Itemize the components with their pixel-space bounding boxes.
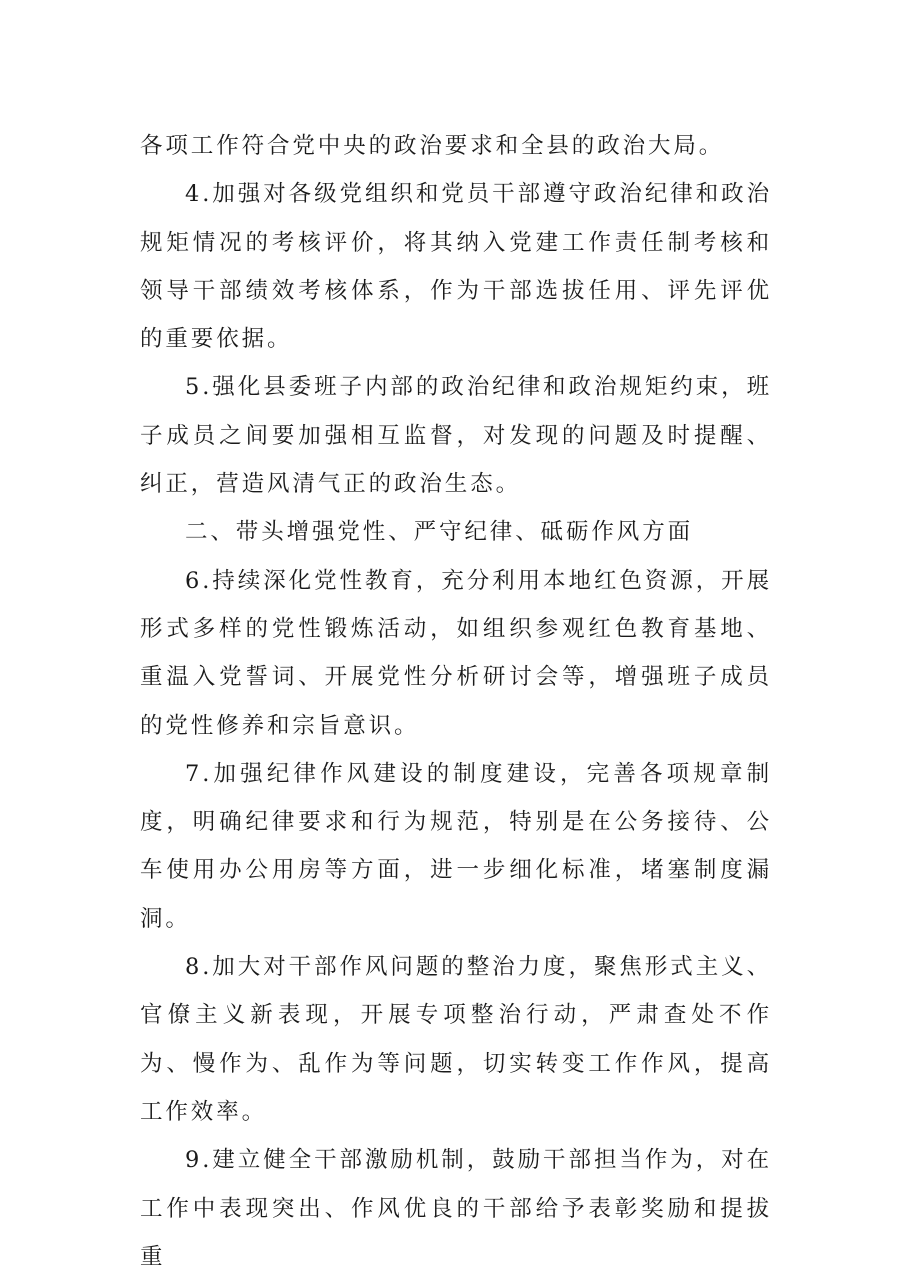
paragraph-item-7: 7.加强纪律作风建设的制度建设，完善各项规章制度，明确纪律要求和行为规范，特别是在公务接待、公车使用办公用房等方面，进一步细化标准，堵塞制度漏洞。 bbox=[140, 760, 772, 932]
paragraph-item-6: 6.持续深化党性教育，充分利用本地红色资源，开展形式多样的党性锻炼活动，如组织参观红色教育基地、重温入党誓词、开展党性分析研讨会等，增强班子成员的党性修养和宗旨意识。 bbox=[140, 567, 772, 739]
paragraph-item-4: 4.加强对各级党组织和党员干部遵守政治纪律和政治规矩情况的考核评价，将其纳入党建工作责任制考核和领导干部绩效考核体系，作为干部选拔任用、评先评优的重要依据。 bbox=[140, 181, 772, 353]
document-body bbox=[140, 122, 772, 1281]
paragraph-item-5: 5.强化县委班子内部的政治纪律和政治规矩约束，班子成员之间要加强相互监督，对发现的问题及时提醒、纠正，营造风清气正的政治生态。 bbox=[140, 374, 772, 498]
section-heading: 二、带头增强党性、严守纪律、砥砺作风方面 bbox=[185, 519, 694, 546]
paragraph-item-8: 8.加大对干部作风问题的整治力度，聚焦形式主义、官僚主义新表现，开展专项整治行动，严肃查处不作为、慢作为、乱作为等问题，切实转变工作作风，提高工作效率。 bbox=[140, 954, 772, 1125]
paragraph-item-9: 9.建立健全干部激励机制，鼓励干部担当作为，对在工作中表现突出、作风优良的干部给予表彰奖励和提拔重 bbox=[140, 1147, 772, 1270]
paragraph-continuation: 各项工作符合党中央的政治要求和全县的政治大局。 bbox=[140, 133, 725, 159]
